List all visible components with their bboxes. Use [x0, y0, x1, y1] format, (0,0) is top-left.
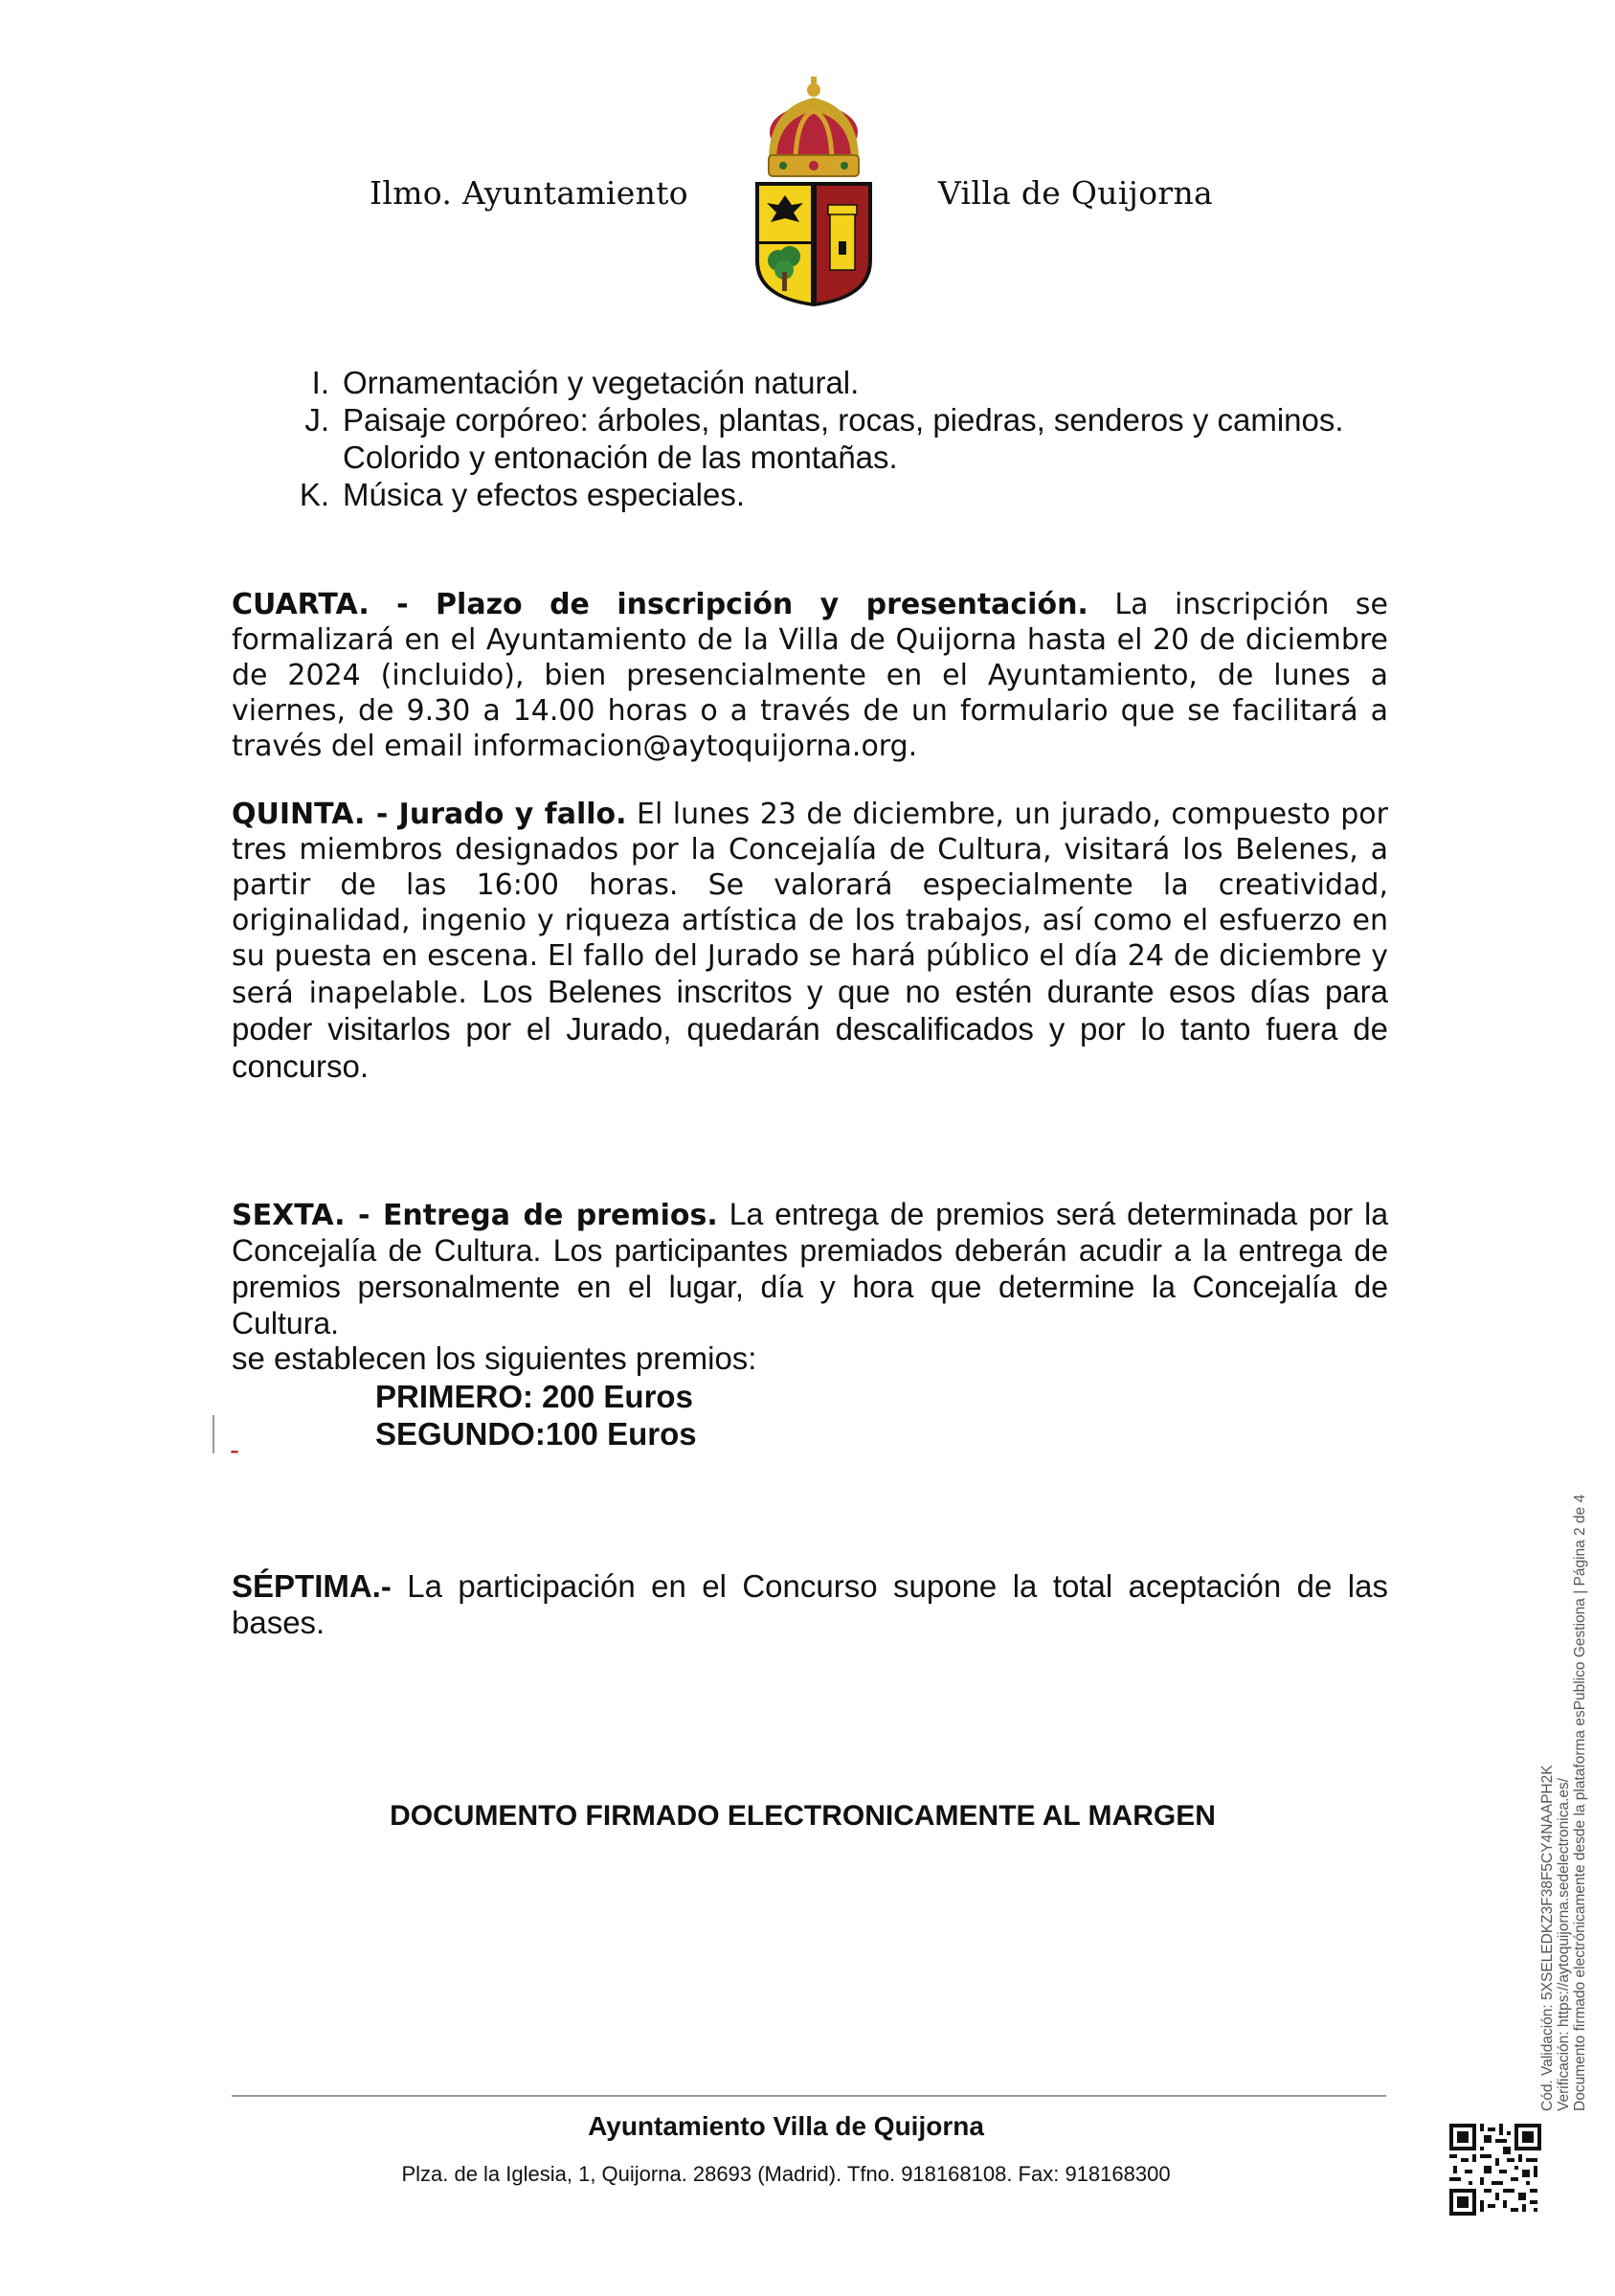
footer-title-text: Ayuntamiento Villa de Quijorna [588, 2111, 984, 2141]
list-item-text: Paisaje corpóreo: árboles, plantas, rocas, piedras, senderos y caminos. Colorido y entonación de las montañas. [343, 402, 1344, 475]
clause-septima [232, 1568, 1388, 1641]
criteria-list [278, 364, 1388, 513]
clause-text: La entrega de premios será determinada por la Concejalía de Cultura. Los participantes premiados deberán acudir a la entrega de premios personalmente en el lugar, día y hora que determine la Concejalía de Cultura. [232, 1197, 1388, 1340]
clause-text-continued: Los Belenes inscritos y que no estén durante esos días para poder visitarlos por el Jurado, quedarán descalificados y por lo tanto fuera de concurso. [232, 974, 1388, 1084]
clause-text: El lunes 23 de diciembre, un jurado, compuesto por tres miembros designados por la Concejalía de Cultura, visitará los Belenes, a partir de las 16:00 horas. Se valorará especialmente la creatividad, originalidad, ingenio y riqueza artística de los trabajos, así como el esfuerzo en su puesta en escena. El fallo del Jurado se hará público el día 24 de diciembre y será inapelable. [232, 798, 1388, 1010]
list-item [278, 476, 1388, 513]
list-item [278, 364, 1388, 401]
validation-code: Cód. Validación: 5XSELEDKZ3F38F5CY4NAAPH2K [1539, 1765, 1556, 2111]
list-item-text: Ornamentación y vegetación natural. [343, 365, 860, 400]
list-item-number: I. [311, 365, 329, 400]
clause-text: La participación en el Concurso supone la total aceptación de las bases. [232, 1568, 1388, 1640]
clause-quinta [232, 797, 1388, 1086]
signature-notice [0, 1800, 1615, 1833]
footer-address-text: Plza. de la Iglesia, 1, Quijorna. 28693 (Madrid). Tfno. 918168108. Fax: 918168300 [401, 2162, 1171, 2186]
prizes-intro: se establecen los siguientes premios: [232, 1340, 757, 1376]
qr-code-icon [1449, 2124, 1541, 2216]
signature-notice-text: DOCUMENTO FIRMADO ELECTRONICAMENTE AL MARGEN [390, 1800, 1216, 1832]
bullet-marker: - [230, 1434, 239, 1466]
clause-cuarta [232, 587, 1388, 764]
clause-heading: SÉPTIMA.- [232, 1568, 392, 1604]
footer-address [0, 2162, 1615, 2187]
footer-title [0, 2111, 1615, 2142]
coat-of-arms-logo [750, 69, 878, 308]
list-item-number: K. [299, 477, 329, 512]
clause-heading: SEXTA. - Entrega de premios. [232, 1199, 718, 1232]
header-right-text: Villa de Quijorna [938, 174, 1213, 212]
clause-heading: CUARTA. - Plazo de inscripción y presentación. [232, 588, 1088, 621]
header-left-text: Ilmo. Ayuntamiento [370, 174, 688, 212]
footer-divider [232, 2095, 1386, 2097]
prize-first: PRIMERO: 200 Euros [375, 1379, 693, 1414]
list-item [278, 401, 1388, 476]
list-item-number: J. [304, 402, 329, 438]
validation-side-note [1539, 1422, 1588, 2111]
platform-note: Documento firmado electrónicamente desde la plataforma esPublico Gestiona | Página 2 de 4 [1572, 1494, 1588, 2111]
clause-sexta [232, 1197, 1388, 1342]
list-item-text: Música y efectos especiales. [343, 477, 746, 512]
clause-heading: QUINTA. - Jurado y fallo. [232, 798, 627, 831]
clause-text: La inscripción se formalizará en el Ayuntamiento de la Villa de Quijorna hasta el 20 de diciembre de 2024 (incluido), bien presencialmente en el Ayuntamiento, de lunes a viernes, de 9.30 a 14.00 horas o a través de un formulario que se facilitará a través del email informacion@aytoquijorna.org. [232, 588, 1388, 763]
revision-bar [213, 1415, 214, 1453]
verification-url: Verificación: https://aytoquijorna.sedelectronica.es/ [1556, 1777, 1572, 2111]
prize-second: SEGUNDO:100 Euros [375, 1416, 697, 1452]
